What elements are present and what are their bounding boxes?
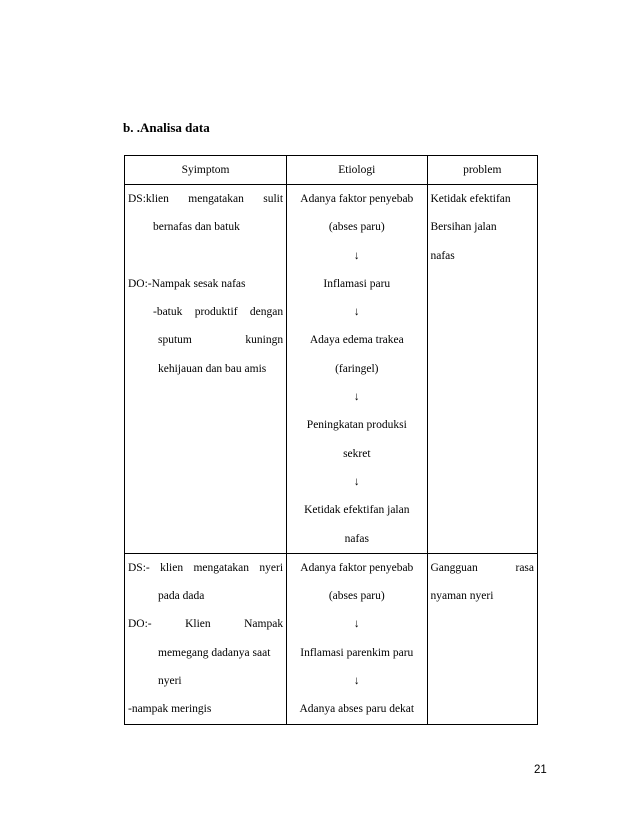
text: -batuk [153, 306, 183, 319]
table-header-row [125, 156, 538, 185]
etiologi-line: Adanya faktor penyebab [300, 561, 414, 574]
symptom-line: pada dada [158, 590, 205, 603]
text: sulit [263, 193, 284, 205]
down-arrow-icon: ↓ [353, 618, 360, 631]
etiologi-line: (abses paru) [328, 590, 385, 603]
text: kuningn [245, 334, 284, 347]
text: DS:- [128, 561, 150, 574]
symptom-line: nyeri [158, 675, 182, 688]
symptom-line: -nampak meringis [128, 703, 212, 716]
text: DO:- [128, 618, 152, 631]
etiologi-line: (abses paru) [328, 221, 385, 234]
etiologi-line: Adaya edema trakea [309, 334, 404, 347]
text: rasa [515, 561, 534, 574]
table-row [125, 185, 538, 554]
etiologi-cell [287, 185, 427, 554]
symptom-line [128, 554, 283, 582]
text: sputum [158, 334, 192, 347]
problem-line: Bersihan jalan [430, 221, 497, 234]
down-arrow-icon: ↓ [353, 675, 360, 688]
down-arrow-icon: ↓ [353, 475, 360, 488]
symptom-line: kehijauan dan bau amis [158, 362, 267, 375]
symptom-line [128, 298, 283, 326]
text: klien [160, 561, 184, 574]
symptom-line [128, 185, 283, 213]
etiologi-line: (faringel) [335, 362, 379, 375]
etiologi-line: Inflamasi paru [323, 277, 391, 290]
header-problem: problem [427, 156, 538, 185]
page-number: 21 [534, 764, 547, 776]
symptom-line [128, 610, 283, 638]
etiologi-line: sekret [343, 447, 371, 460]
symptom-line [128, 326, 283, 354]
text: produktif [194, 306, 238, 319]
symptom-cell [125, 185, 287, 554]
text: mengatakan [193, 561, 250, 574]
text: Gangguan [430, 561, 478, 574]
text: dengan [249, 306, 284, 319]
problem-line: nafas [430, 249, 455, 262]
text: DS:klien [128, 193, 169, 205]
etiologi-line: nafas [344, 532, 369, 545]
symptom-spacer [128, 242, 283, 270]
table-row [125, 553, 538, 724]
problem-cell [427, 185, 538, 554]
analisa-data-table [124, 155, 538, 725]
problem-cell [427, 553, 538, 724]
text: Klien [185, 618, 211, 631]
header-etiologi: Etiologi [287, 156, 427, 185]
section-heading: b. .Analisa data [123, 120, 210, 135]
down-arrow-icon: ↓ [353, 306, 360, 319]
etiologi-line: Adanya faktor penyebab [300, 193, 414, 205]
text: nyeri [259, 561, 284, 574]
header-symptom: Syimptom [125, 156, 287, 185]
etiologi-line: Peningkatan produksi [306, 419, 407, 432]
etiologi-cell [287, 553, 427, 724]
etiologi-line: Adanya abses paru dekat [299, 703, 415, 716]
etiologi-line: Inflamasi parenkim paru [300, 646, 414, 659]
symptom-line: memegang dadanya saat [158, 646, 271, 659]
text: mengatakan [188, 193, 244, 205]
problem-line: Ketidak efektifan [430, 193, 511, 205]
symptom-line: bernafas dan batuk [153, 221, 240, 234]
down-arrow-icon: ↓ [353, 391, 360, 404]
text: Nampak [244, 618, 284, 631]
problem-line: nyaman nyeri [430, 590, 494, 603]
symptom-cell [125, 553, 287, 724]
problem-line [431, 554, 535, 582]
down-arrow-icon: ↓ [353, 249, 360, 262]
symptom-line: DO:-Nampak sesak nafas [128, 277, 246, 290]
etiologi-line: Ketidak efektifan jalan [304, 504, 410, 517]
